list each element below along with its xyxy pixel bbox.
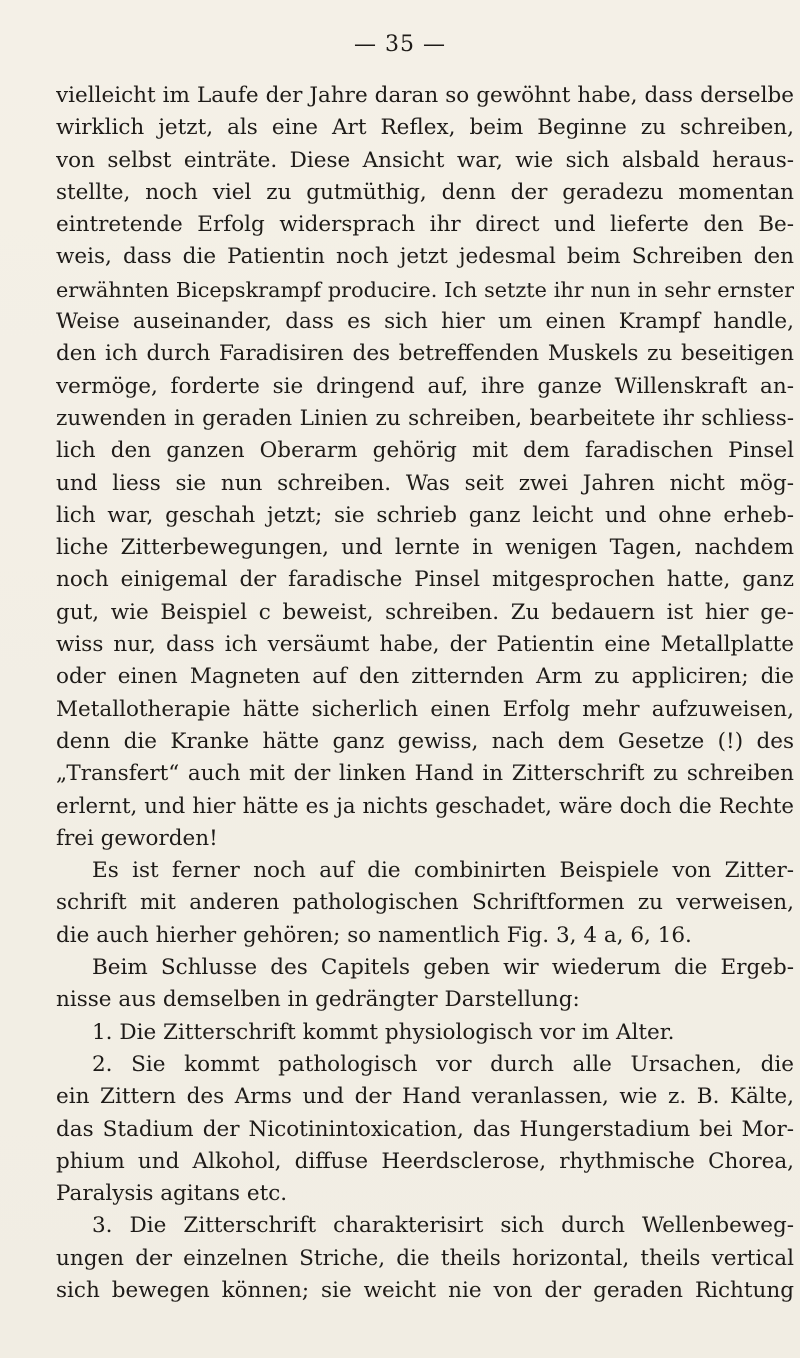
text-line: das Stadium der Nicotinintoxication, das Hungerstadium bei Mor- xyxy=(56,1116,794,1142)
text-line: gut, wie Beispiel c beweist, schreiben. Zu bedauern ist hier ge- xyxy=(56,599,794,625)
text-line: 1. Die Zitterschrift kommt physiologisch vor im Alter. xyxy=(92,1019,675,1045)
text-line: erlernt, und hier hätte es ja nichts geschadet, wäre doch die Rechte xyxy=(56,793,794,819)
text-line: Beim Schlusse des Capitels geben wir wiederum die Ergeb- xyxy=(92,955,794,981)
text-line: stellte, noch viel zu gutmüthig, denn der geradezu momentan xyxy=(56,179,794,205)
text-line: nisse aus demselben in gedrängter Darstellung: xyxy=(56,987,580,1013)
text-line: frei geworden! xyxy=(56,825,218,851)
text-line: die auch hierher gehören; so namentlich Fig. 3, 4 a, 6, 16. xyxy=(56,922,692,948)
text-line: lich den ganzen Oberarm gehörig mit dem faradischen Pinsel xyxy=(56,438,794,464)
text-line: 2. Sie kommt pathologisch vor durch alle Ursachen, die xyxy=(92,1051,794,1077)
text-line: ein Zittern des Arms und der Hand veranlassen, wie z. B. Kälte, xyxy=(56,1084,794,1110)
text-line: ungen der einzelnen Striche, die theils horizontal, theils vertical xyxy=(56,1245,794,1271)
page-number: — 35 — xyxy=(354,32,446,57)
text-line: den ich durch Faradisiren des betreffenden Muskels zu beseitigen xyxy=(56,341,794,367)
text-line: Paralysis agitans etc. xyxy=(56,1181,288,1207)
text-line: Metallotherapie hätte sicherlich einen Erfolg mehr aufzuweisen, xyxy=(56,696,794,722)
text-line: weis, dass die Patientin noch jetzt jedesmal beim Schreiben den xyxy=(56,244,794,270)
text-line: schrift mit anderen pathologischen Schriftformen zu verweisen, xyxy=(56,890,794,916)
text-line: liche Zitterbewegungen, und lernte in wenigen Tagen, nachdem xyxy=(56,535,794,561)
text-line: wirklich jetzt, als eine Art Reflex, beim Beginne zu schreiben, xyxy=(56,115,794,141)
text-line: vermöge, forderte sie dringend auf, ihre ganze Willenskraft an- xyxy=(56,373,794,399)
text-line: Weise auseinander, dass es sich hier um einen Krampf handle, xyxy=(56,309,794,335)
text-line: erwähnten Bicepskrampf producire. Ich setzte ihr nun in sehr ernster xyxy=(56,277,794,302)
text-line: sich bewegen können; sie weicht nie von der geraden Richtung xyxy=(56,1277,794,1303)
text-line: zuwenden in geraden Linien zu schreiben, bearbeitete ihr schliess- xyxy=(56,405,794,431)
text-line: und liess sie nun schreiben. Was seit zwei Jahren nicht mög- xyxy=(56,470,794,496)
text-line: noch einigemal der faradische Pinsel mitgesprochen hatte, ganz xyxy=(56,567,794,593)
text-line: denn die Kranke hätte ganz gewiss, nach dem Gesetze (!) des xyxy=(56,728,794,754)
text-line: „Transfert“ auch mit der linken Hand in Zitterschrift zu schreiben xyxy=(56,761,794,787)
text-line: 3. Die Zitterschrift charakterisirt sich durch Wellenbeweg- xyxy=(92,1213,794,1239)
body-text xyxy=(56,80,794,1307)
text-line: vielleicht im Laufe der Jahre daran so gewöhnt habe, dass derselbe xyxy=(56,83,794,108)
text-line: lich war, geschah jetzt; sie schrieb ganz leicht und ohne erheb- xyxy=(56,502,794,528)
text-line: phium und Alkohol, diffuse Heerdsclerose, rhythmische Chorea, xyxy=(56,1148,794,1174)
text-line: eintretende Erfolg widersprach ihr direct und lieferte den Be- xyxy=(56,212,794,238)
text-line: von selbst einträte. Diese Ansicht war, wie sich alsbald heraus- xyxy=(56,147,794,173)
text-line: oder einen Magneten auf den zitternden Arm zu appliciren; die xyxy=(56,664,794,690)
text-line: Es ist ferner noch auf die combinirten Beispiele von Zitter- xyxy=(92,858,794,884)
text-line: wiss nur, dass ich versäumt habe, der Patientin eine Metallplatte xyxy=(56,632,794,658)
